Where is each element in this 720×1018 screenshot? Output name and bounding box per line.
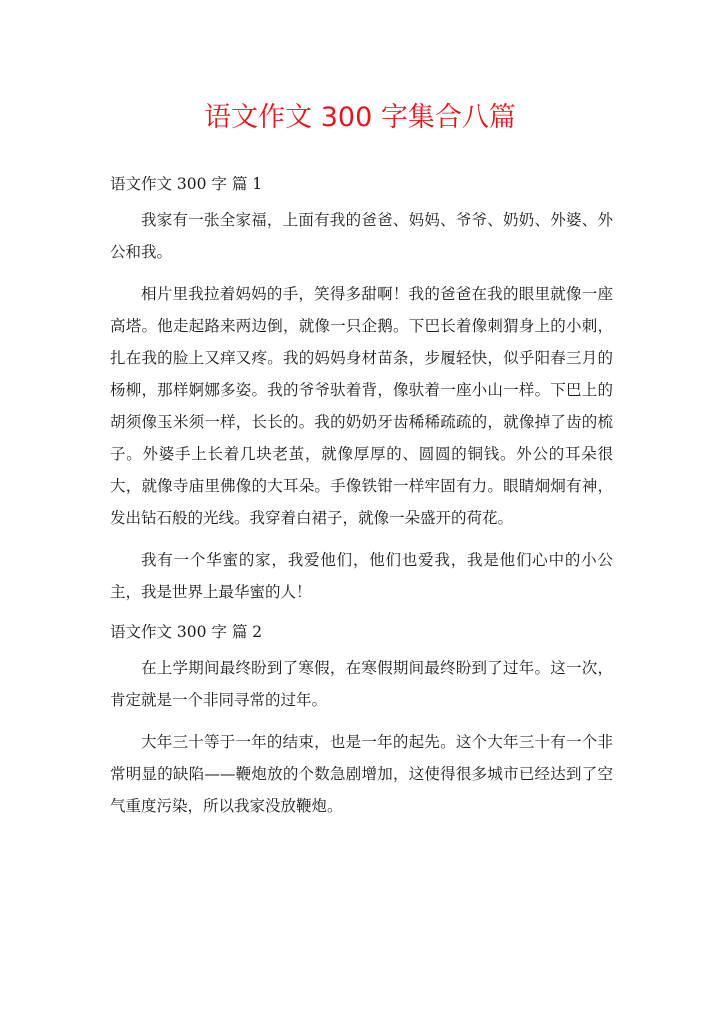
section-heading-2: 语文作文 300 字 篇 2 (110, 623, 263, 641)
paragraph: 大年三十等于一年的结束，也是一年的起先。这个大年三十有一个非常明显的缺陷——鞭炮放的个数急剧增加，这使得很多城市已经达到了空气重度污染，所以我家没放鞭炮。 (110, 733, 613, 815)
document-title: 语文作文 300 字集合八篇 (204, 102, 516, 133)
paragraph: 我家有一张全家福，上面有我的爸爸、妈妈、爷爷、奶奶、外婆、外公和我。 (110, 211, 613, 261)
paragraph: 我有一个华蜜的家，我爱他们，他们也爱我，我是他们心中的小公主，我是世界上最华蜜的人！ (110, 551, 613, 601)
paragraph: 相片里我拉着妈妈的手，笑得多甜啊！我的爸爸在我的眼里就像一座高塔。他走起路来两边倒，就像一只企鹅。下巴长着像刺猬身上的小刺，扎在我的脸上又痒又疼。我的妈妈身材苗条，步履轻快，似乎阳春三月的杨柳，那样婀娜多姿。我的爷爷驮着背，像驮着一座小山一样。下巴上的胡须像玉米须一样，长长的。我的奶奶牙齿稀稀疏疏的，就像掉了齿的梳子。外婆手上长着几块老茧，就像厚厚的、圆圆的铜钱。外公的耳朵很大，就像寺庙里佛像的大耳朵。手像铁钳一样牢固有力。眼睛炯炯有神，发出钻石般的光线。我穿着白裙子，就像一朵盛开的荷花。 (110, 285, 613, 527)
document-body (110, 170, 613, 832)
section-heading-1: 语文作文 300 字 篇 1 (110, 175, 263, 193)
paragraph: 在上学期间最终盼到了寒假，在寒假期间最终盼到了过年。这一次，肯定就是一个非同寻常的过年。 (110, 659, 613, 709)
